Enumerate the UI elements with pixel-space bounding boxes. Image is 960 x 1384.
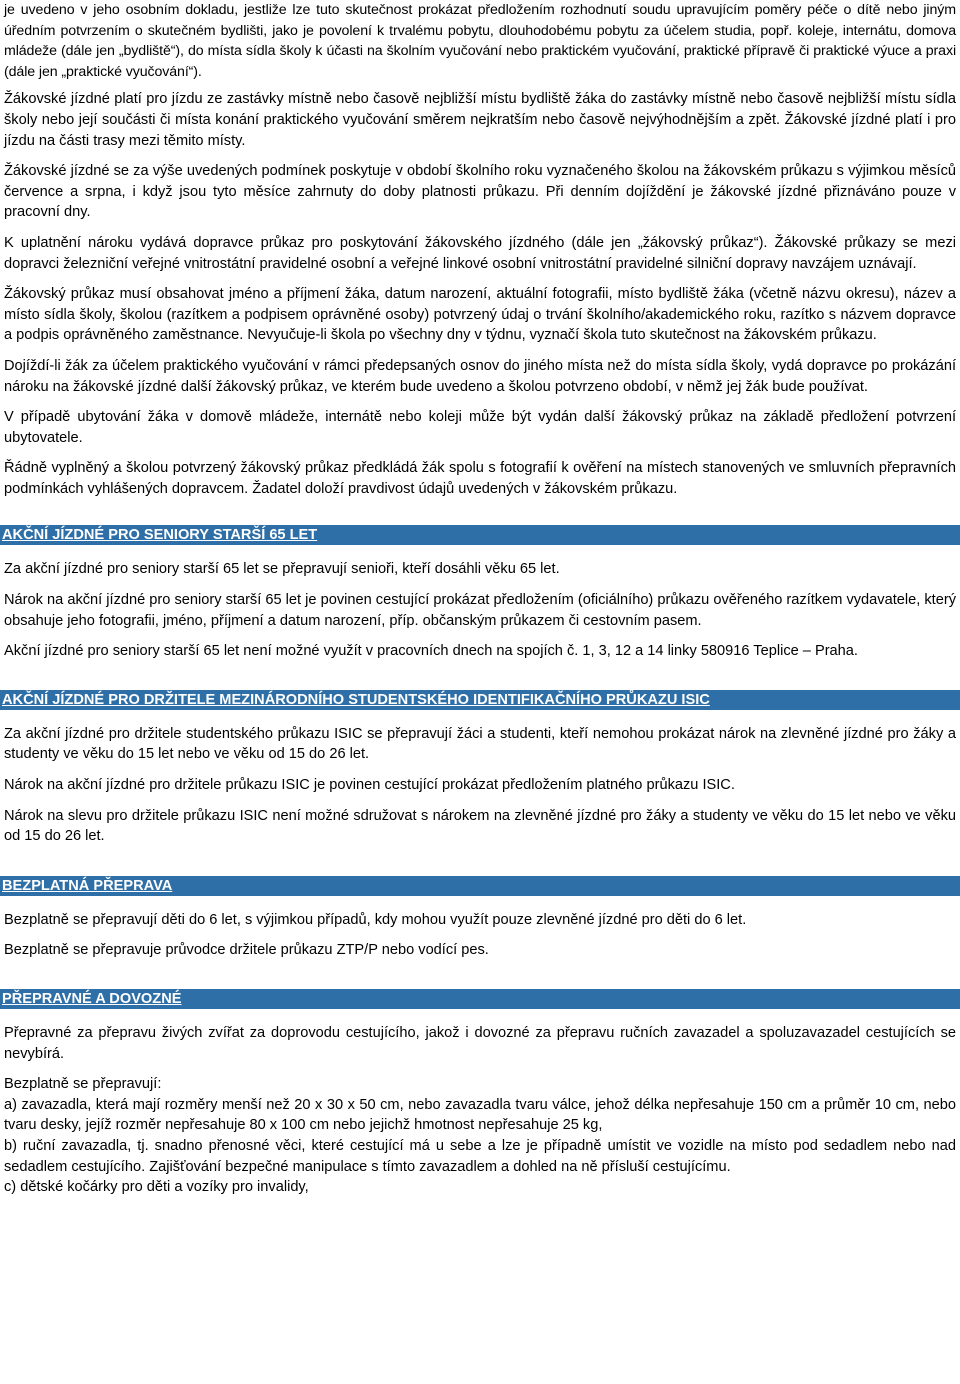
section-heading-fares-text: PŘEPRAVNÉ A DOVOZNÉ <box>2 991 182 1007</box>
section-heading-fares <box>0 989 960 1009</box>
intro-paragraph-3: Žákovské jízdné se za výše uvedených podmínek poskytuje v období školního roku vyznačeného školou na žákovském průkazu s výjimkou měsíců července a srpna, i když jsou tyto měsíce zahrnuty do doby platnosti průkazu. Při denním dojíždění je žákovské jízdné přiznáváno pouze v pracovní dny. <box>4 163 956 221</box>
intro-paragraph-8: Řádně vyplněný a školou potvrzený žákovský průkaz předkládá žák spolu s fotografií k ověření na místech stanovených ve smluvních přepravních podmínkách vyhlášených dopravcem. Žadatel doloží pravdivost údajů uvedených v žákovském průkazu. <box>4 460 956 497</box>
fares-list-item-c: c) dětské kočárky pro děti a vozíky pro invalidy, <box>4 1179 309 1196</box>
fares-list-item-a: a) zavazadla, která mají rozměry menší než 20 x 30 x 50 cm, nebo zavazadla tvaru válce, jehož délka nepřesahuje 150 cm a průměr 10 cm, nebo tvaru desky, jejíž rozměr nepřesahuje 80 x 100 cm nebo jejichž hmotnost nepřesahuje 25 kg, <box>4 1096 956 1134</box>
fares-list-item-b: b) ruční zavazadla, tj. snadno přenosné věci, které cestující má u sebe a lze je případně umístit ve vozidle na místo pod sedadlem nebo nad sedadlem cestujícího. Zajišťování bezpečné manipulace s tímto zavazadlem a dohled na ně přísluší cestujícímu. <box>4 1137 956 1175</box>
section-heading-seniors-text: AKČNÍ JÍZDNÉ PRO SENIORY STARŠÍ 65 LET <box>2 527 318 544</box>
section-heading-free-transport-text: BEZPLATNÁ PŘEPRAVA <box>2 877 173 894</box>
free-paragraph-2: Bezplatně se přepravuje průvodce držitele průkazu ZTP/P nebo vodící pes. <box>4 942 489 959</box>
seniors-paragraph-1: Za akční jízdné pro seniory starší 65 let se přepravují senioři, kteří dosáhli věku 65 let. <box>4 561 560 578</box>
seniors-paragraph-3: Akční jízdné pro seniory starší 65 let není možné využít v pracovních dnech na spojích č. 1, 3, 12 a 14 linky 580916 Teplice – Praha. <box>4 643 858 660</box>
isic-paragraph-1: Za akční jízdné pro držitele studentského průkazu ISIC se přepravují žáci a studenti, kteří nemohou prokázat nárok na zlevněné jízdné pro žáky a studenty ve věku do 15 let nebo ve věku od 15 do 26 let. <box>4 725 956 763</box>
section-heading-isic <box>0 690 960 710</box>
fares-list-intro: Bezplatně se přepravují: <box>4 1076 162 1093</box>
isic-paragraph-3: Nárok na slevu pro držitele průkazu ISIC není možné sdružovat s nárokem na zlevněné jízdné pro žáky a studenty ve věku do 15 let nebo ve věku od 15 do 26 let. <box>4 807 956 845</box>
intro-paragraph-2: Žákovské jízdné platí pro jízdu ze zastávky místně nebo časově nejbližší místu bydliště žáka do zastávky místně nebo časově nejbližší místu sídla školy nebo její součásti či místa konání praktického vyučování směrem nejkratším nebo časově nejvýhodnějším a zpět. Žákovské jízdné platí i pro jízdu na části trasy mezi těmito místy. <box>4 91 956 149</box>
section-heading-free-transport <box>0 876 960 896</box>
intro-paragraph-1: je uvedeno v jeho osobním dokladu, jestliže lze tuto skutečnost prokázat předložením rozhodnutí soudu upravujícím poměry péče o dítě nebo jiným úředním potvrzením o skutečném bydlišti, jako je povolení k trvalému pobytu, dlouhodobému pobytu za účelem studia, popř. koleje, internátu, domova mládeže (dále jen „bydliště“), do místa sídla školy k účasti na školním vyučování nebo praktickém vyučování, praktické přípravě či praktické výuce a praxi (dále jen „praktické vyučování“). <box>4 2 956 80</box>
seniors-paragraph-2: Nárok na akční jízdné pro seniory starší 65 let je povinen cestující prokázat předložením (oficiálního) průkazu ověřeného razítkem vydavatele, který obsahuje jeho fotografii, jméno, příjmení a datum narození, příp. občanským průkazem či cestovním pasem. <box>4 592 956 629</box>
intro-paragraph-6: Dojíždí-li žák za účelem praktického vyučování v rámci předepsaných osnov do jiného místa než do místa sídla školy, vydá dopravce po prokázání nároku na žákovské jízdné další žákovský průkaz, ve kterém bude uvedeno a školou potvrzeno období, v němž jej žák bude používat. <box>4 357 956 395</box>
intro-paragraph-7: V případě ubytování žáka v domově mládeže, internátě nebo koleji může být vydán další žákovský průkaz na základě předložení potvrzení ubytovatele. <box>4 409 956 446</box>
isic-paragraph-2: Nárok na akční jízdné pro držitele průkazu ISIC je povinen cestující prokázat předložením platného průkazu ISIC. <box>4 777 735 794</box>
section-heading-isic-text: AKČNÍ JÍZDNÉ PRO DRŽITELE MEZINÁRODNÍHO STUDENTSKÉHO IDENTIFIKAČNÍHO PRŮKAZU ISIC <box>2 691 710 708</box>
free-paragraph-1: Bezplatně se přepravují děti do 6 let, s výjimkou případů, kdy mohou využít pouze zlevněné jízdné pro děti do 6 let. <box>4 911 747 928</box>
section-heading-seniors <box>0 525 960 545</box>
fares-paragraph-1: Přepravné za přepravu živých zvířat za doprovodu cestujícího, jakož i dovozné za přepravu ručních zavazadel a spoluzavazadel cestujících se nevybírá. <box>4 1025 956 1062</box>
intro-paragraph-5: Žákovský průkaz musí obsahovat jméno a příjmení žáka, datum narození, aktuální fotografii, místo bydliště žáka (včetně názvu okresu), název a místo sídla školy, školou (razítkem a podpisem oprávněné osoby) potvrzený údaj o trvání školního/akademického roku, razítko s názvem dopravce a podpis oprávněného zaměstnance. Nevyučuje-li škola po všechny dny v týdnu, vyznačí škola tuto skutečnost na žákovském průkazu. <box>4 286 956 344</box>
intro-paragraph-4: K uplatnění nároku vydává dopravce průkaz pro poskytování žákovského jízdného (dále jen „žákovský průkaz“). Žákovské průkazy se mezi dopravci železniční veřejné vnitrostátní pravidelné osobní a veřejné linkové osobní vnitrostátní pravidelné silniční dopravy navzájem uznávají. <box>4 234 956 272</box>
